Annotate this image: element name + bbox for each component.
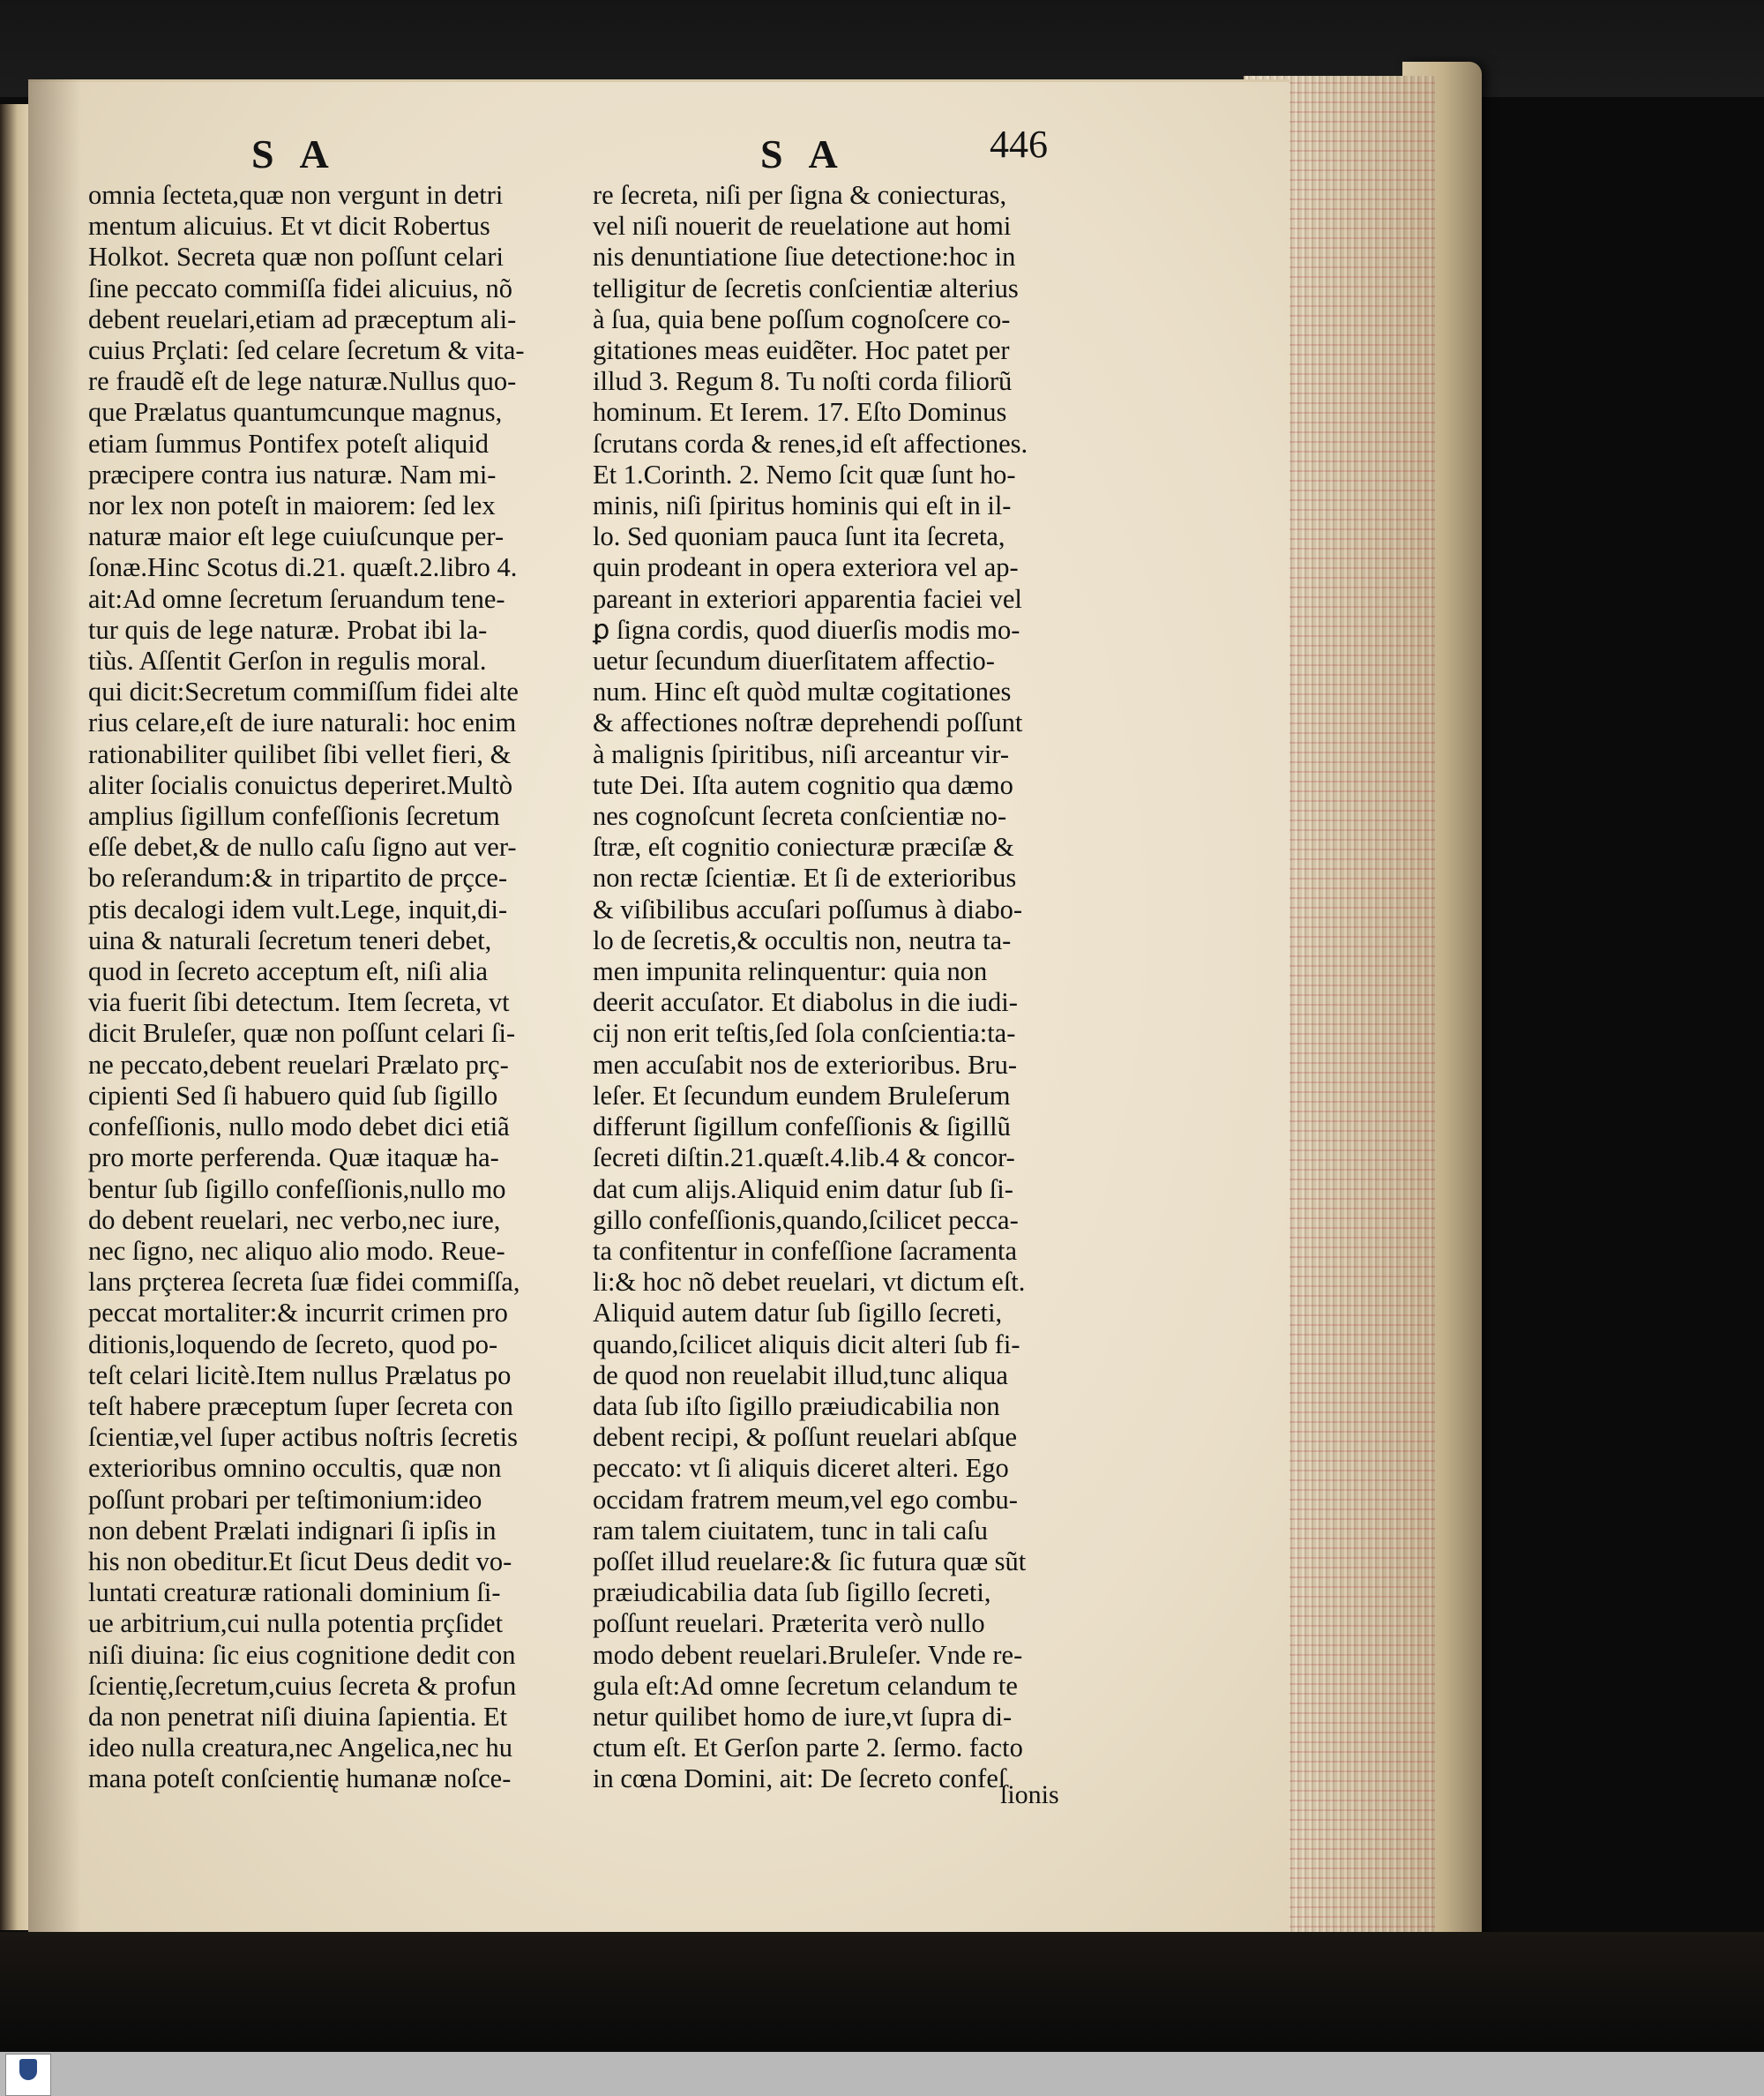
- gutter-shadow: [28, 79, 81, 1941]
- library-logo: [5, 2054, 51, 2096]
- catchword: ſionis: [1000, 1780, 1059, 1809]
- text-column-left: omnia ſecteta,quæ non vergunt in detri mentum alicuius. Et vt dicit Robertus Holkot. Secreta quæ non poſſunt celari ſine peccato commiſſa fidei alicuius, nõ debent reuelari,etiam ad præceptum ali- cuius Prçlati: ſed celare ſecretum & vita- re fraudẽ eſt de lege naturæ.Nullus quo- que Prælatus quantumcunque magnus, etiam ſummus Pontifex poteſt aliquid præcipere contra ius naturæ. Nam mi- nor lex non poteſt in maiorem: ſed lex naturæ maior eſt lege cuiuſcunque per- ſonæ.Hinc Scotus di.21. quæſt.2.libro 4. ait:Ad omne ſecretum ſeruandum tene- tur quis de lege naturæ. Probat ibi la- tiùs. Aſſentit Gerſon in regulis moral. qui dicit:Secretum commiſſum fidei alte rius celare,eſt de iure naturali: hoc enim rationabiliter quilibet ſibi vellet fieri, & aliter ſocialis conuictus deperiret.Multò amplius ſigillum confeſſionis ſecretum eſſe debet,& de nullo caſu ſigno aut ver- bo reſerandum:& in tripartito de prçce- ptis decalogi idem vult.Lege, inquit,di- uina & naturali ſecretum teneri debet, quod in ſecreto acceptum eſt, niſi alia via fuerit ſibi detectum. Item ſecreta, vt dicit Bruleſer, quæ non poſſunt celari ſi- ne peccato,debent reuelari Prælato prç- cipienti Sed ſi habuero quid ſub ſigillo confeſſionis, nullo modo debet dici etiã pro morte perferenda. Quæ itaquæ ha- bentur ſub ſigillo confeſſionis,nullo mo do debent reuelari, nec verbo,nec iure, nec ſigno, nec aliquo alio modo. Reue- lans prçterea ſecreta ſuæ fidei commiſſa, peccat mortaliter:& incurrit crimen pro ditionis,loquendo de ſecreto, quod po- teſt celari licitè.Item nullus Prælatus po teſt habere præceptum ſuper ſecreta con ſcientiæ,vel ſuper actibus noſtris ſecretis exterioribus omnino occultis, quæ non poſſunt probari per teſtimonium:ideo non debent Prælati indignari ſi ipſis in his non obeditur.Et ſicut Deus dedit vo- luntati creaturæ rationali dominium ſi- ue arbitrium,cui nulla potentia prçſidet niſi diuina: ſic eius cognitione dedit con ſcientię,ſecretum,cuius ſecreta & profun da non penetrat niſi diuina ſapientia. Et ideo nulla creatura,nec Angelica,nec hu mana poteſt conſcientię humanæ noſce-: [88, 180, 525, 1794]
- running-head-right: S A: [760, 131, 847, 176]
- page-number: 446: [990, 123, 1048, 166]
- text-column-right: re ſecreta, niſi per ſigna & coniecturas, vel niſi nouerit de reuelatione aut homi nis denuntiatione ſiue detectione:hoc in telligitur de ſecretis conſcientiæ alterius à ſua, quia bene poſſum cognoſcere co- gitationes meas euidẽter. Hoc patet per illud 3. Regum 8. Tu noſti corda filiorũ hominum. Et Ierem. 17. Eſto Dominus ſcrutans corda & renes,id eſt affectiones. Et 1.Corinth. 2. Nemo ſcit quæ ſunt ho- minis, niſi ſpiritus hominis qui eſt in il- lo. Sed quoniam pauca ſunt ita ſecreta, quin prodeant in opera exteriora vel ap- pareant in exteriori apparentia faciei vel ꝑ ſigna cordis, quod diuerſis modis mo- uetur ſecundum diuerſitatem affectio- num. Hinc eſt quòd multæ cogitationes & affectiones noſtræ deprehendi poſſunt à malignis ſpiritibus, niſi arceantur vir- tute Dei. Iſta autem cognitio qua dæmo nes cognoſcunt ſecreta conſcientiæ no- ſtræ, eſt cognitio coniecturæ præciſæ & non rectæ ſcientiæ. Et ſi de exterioribus & viſibilibus accuſari poſſumus à diabo- lo de ſecretis,& occultis non, neutra ta- men impunita relinquentur: quia non deerit accuſator. Et diabolus in die iudi- cij non erit teſtis,ſed ſola conſcientia:ta- men accuſabit nos de exterioribus. Bru- leſer. Et ſecundum eundem Bruleſerum differunt ſigillum confeſſionis & ſigillũ ſecreti diſtin.21.quæſt.4.lib.4 & concor- dat cum alijs.Aliquid enim datur ſub ſi- gillo confeſſionis,quando,ſcilicet pecca- ta confitentur in confeſſione ſacramenta li:& hoc nõ debet reuelari, vt dictum eſt. Aliquid autem datur ſub ſigillo ſecreti, quando,ſcilicet aliquis dicit alteri ſub fi- de quod non reuelabit illud,tunc aliqua data ſub iſto ſigillo præiudicabilia non debent recipi, & poſſunt reuelari abſque peccato: vt ſi aliquis diceret alteri. Ego occidam fratrem meum,vel ego combu- ram talem ciuitatem, tunc in tali caſu poſſet illud reuelare:& ſic futura quæ sũt præiudicabilia data ſub ſigillo ſecreti, poſſunt reuelari. Præterita verò nullo modo debent reuelari.Bruleſer. Vnde re- gula eſt:Ad omne ſecretum celandum te netur quilibet homo de iure,vt ſupra di- ctum eſt. Et Gerſon parte 2. ſermo. facto in cœna Domini, ait: De ſecreto confeſ: [593, 180, 1028, 1794]
- library-logo-icon: [19, 2059, 37, 2080]
- viewer-footer-strip: [0, 2052, 1764, 2096]
- running-head-left: S A: [251, 131, 338, 176]
- bottom-background: [0, 1932, 1764, 2052]
